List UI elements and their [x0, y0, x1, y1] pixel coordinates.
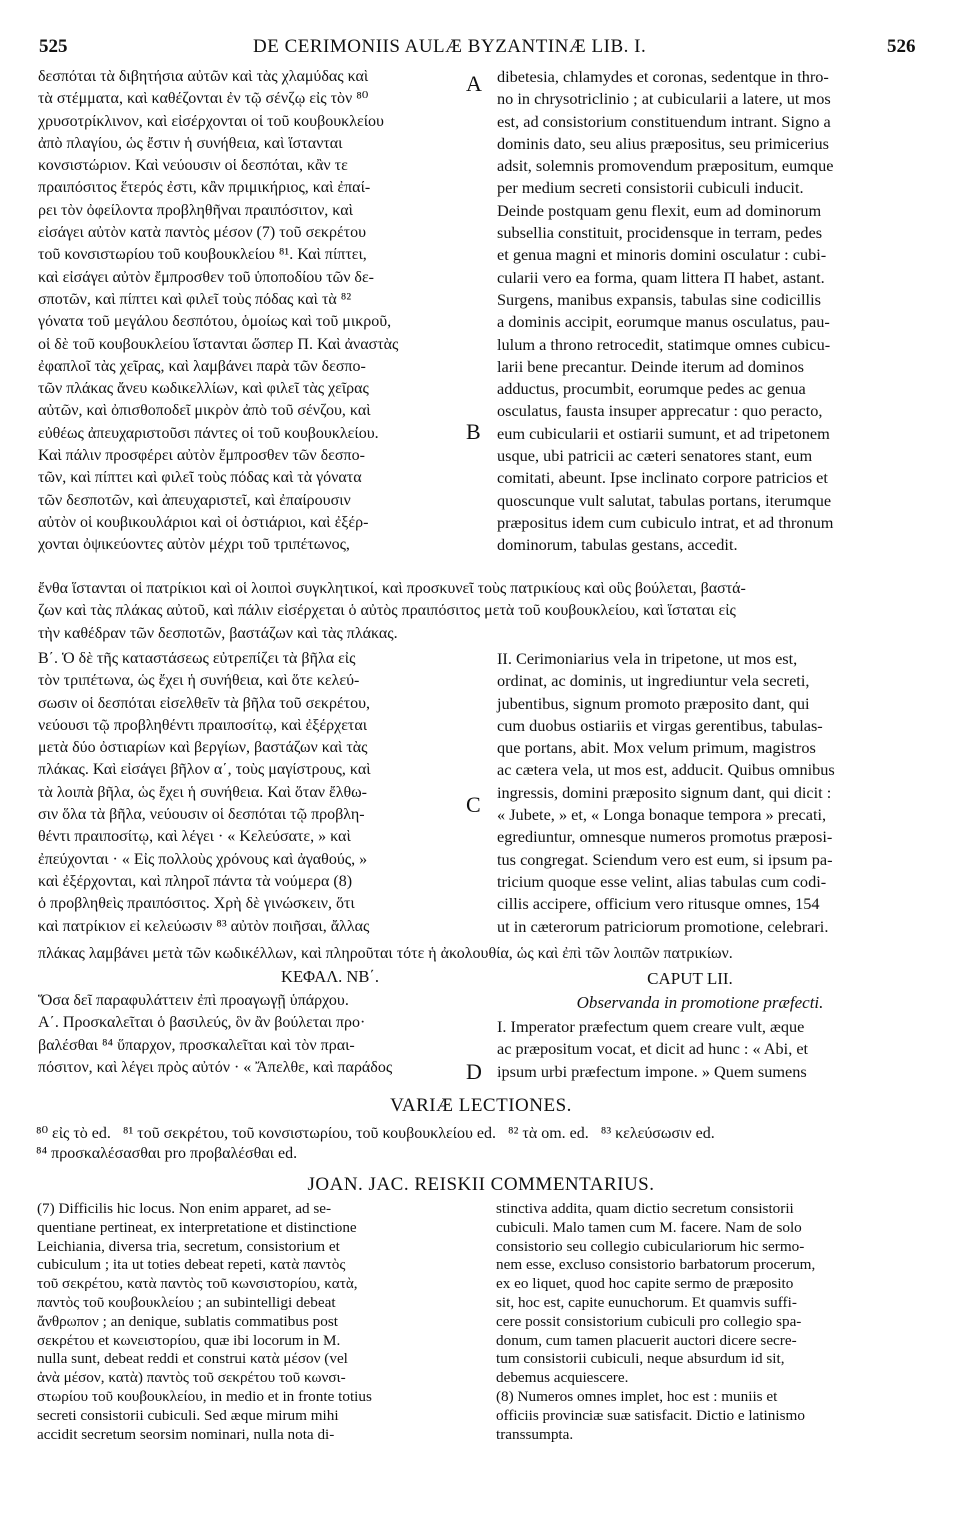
- text-line: usque, ubi patricii ac cæteri senatores stant, eum: [497, 446, 813, 466]
- text-line: πόσιτον, καὶ λέγει πρὸς αὐτόν · « Ἄπελθε, καὶ παράδος: [38, 1058, 393, 1076]
- commentary-right-column: [496, 1200, 815, 1444]
- text-line: σιν ὅλα τὰ βῆλα, νεύουσιν οἱ δεσπόται τῷ προβλη-: [38, 806, 365, 824]
- text-line: cillis accipere, officium vero ritusque omnes, 154: [497, 894, 820, 914]
- text-line: τὴν καθέδραν τῶν δεσποτῶν, βαστάζων καὶ τὰς πλάκας.: [38, 624, 398, 642]
- text-line: ἔνθα ἵστανται οἱ πατρίκιοι καὶ οἱ λοιποὶ συγκλητικοί, καὶ προσκυνεῖ τοὺς πατρικίους καὶ οὓς βούλεται, βαστά-: [38, 580, 746, 597]
- text-line: tricium quoque esse velint, alias tabulas cum codi-: [497, 871, 827, 891]
- text-line: ingressis, domini præposito signum dant, qui dicit :: [497, 782, 832, 802]
- text-line: a dominis accipit, eorumque manus osculatus, pau-: [497, 312, 830, 332]
- text-line: ac cætera vela, ut mos est, adducit. Quibus omnibus: [497, 760, 835, 780]
- text-line: (8) Numeros omnes implet, hoc est : muniis et: [496, 1387, 778, 1405]
- text-line: ἀπὸ πλαγίου, ὡς ἔστιν ἡ συνήθεια, καὶ ἵστανται: [38, 134, 343, 152]
- text-line: adsit, solemnis promovendum præpositum, eumque: [497, 156, 834, 176]
- text-line: sit, hoc est, capite eunuchorum. Et quamvis suffi-: [496, 1293, 797, 1311]
- text-line: dominorum, tabulas gestans, accedit.: [497, 535, 738, 555]
- text-line: νεύουσι τῷ προβληθέντι πραιποσίτῳ, καὶ ἐξέρχεται: [38, 716, 368, 734]
- text-line: per medium secreti consistorii cubiculi inducit.: [497, 178, 804, 198]
- text-line: Ὅσα δεῖ παραφυλάττειν ἐπὶ προαγωγῇ ὑπάρχου.: [38, 992, 349, 1009]
- text-line: τοῦ σεκρέτου, κατὰ παντὸς τοῦ κωνσιστορίου, κατὰ,: [37, 1275, 358, 1293]
- text-line: egrediuntur, omnesque numeros promotus præposi-: [497, 827, 833, 847]
- text-line: nem esse, excluso consistorio barbatorum procerum,: [496, 1256, 816, 1274]
- text-line: εὐθέως ἀπευχαριστοῦσι πάντες οἱ τοῦ κουβουκλείου.: [38, 424, 379, 442]
- text-line: ordinat, ac dominis, ut ingrediuntur vela secreti,: [497, 671, 810, 691]
- text-line: ut in cæterorum patriciorum promotione, celebrari.: [497, 916, 829, 936]
- latin-column-block-3: [497, 1016, 808, 1083]
- text-line: χρυσοτρίκλινον, καὶ εἰσέρχονται οἱ τοῦ κουβουκλείου: [38, 112, 384, 130]
- text-line: quoscunque vult salutat, tabulas portans, iterumque: [497, 490, 832, 510]
- text-line: est, ad consistorium constituendum intrant. Signo a: [497, 111, 831, 131]
- text-line: transsumpta.: [496, 1425, 574, 1443]
- text-line: accidit secretum seorsim nominari, nulla nota di-: [37, 1425, 335, 1443]
- text-line: dominis dato, seu alius præpositus, seu primicerius: [497, 133, 829, 153]
- text-line: donum, cum tamen placuerit auctori dicere secre-: [496, 1331, 797, 1349]
- text-line: στωρίου τοῦ κουβουκλείου, in medio et in fronte totius: [37, 1387, 372, 1405]
- text-line: debemus acquiescere.: [496, 1369, 629, 1387]
- commentary-heading: JOAN. JAC. REISKII COMMENTARIUS.: [307, 1174, 655, 1195]
- text-line: χονται ὀψικεύοντες αὐτὸν μέχρι τοῦ τριπέτωνος,: [38, 536, 350, 554]
- text-line: « Jubete, » et, « Longa bonaque tempora » precati,: [497, 805, 827, 825]
- text-line: secreti consistorii cubiculi. Sed æque mirum mihi: [37, 1406, 339, 1424]
- margin-letter-d: D: [466, 1059, 482, 1084]
- text-line: cubiculum ; ita ut toties debeat repeti, κατὰ παντὸς: [37, 1256, 346, 1274]
- text-line: ἐπεύχονται · « Εἰς πολλοὺς χρόνους καὶ ἀγαθούς, »: [38, 850, 368, 868]
- text-line: eum cubicularii et ostiarii sumunt, et ad tripetonem: [497, 423, 830, 443]
- text-line: Deinde postquam genu flexit, eum ad dominorum: [497, 200, 822, 220]
- text-line: cularii vero ea forma, quam littera Π habet, astant.: [497, 267, 825, 287]
- text-line: officiis provinciæ suæ satisfacit. Dictio e latinismo: [496, 1406, 805, 1424]
- text-line: παντὸς τοῦ κουβουκλείου ; an subintelligi debeat: [37, 1293, 336, 1311]
- text-line: comitati, abeunt. Ipse inclinato corpore patricios et: [497, 468, 828, 488]
- text-line: (7) Difficilis hic locus. Non enim apparet, ad se-: [37, 1200, 332, 1217]
- text-line: II. Cerimoniarius vela in tripetone, ut mos est,: [497, 649, 798, 668]
- text-line: τοῦ κονσιστωρίου τοῦ κουβουκλείου ⁸¹. Καὶ πίπτει,: [38, 246, 367, 264]
- text-line: δεσπόται τὰ διβητήσια αὐτῶν καὶ τὰς χλαμύδας καὶ: [38, 68, 369, 85]
- text-line: ⁸⁴ προσκαλέσασθαι pro προβαλέσθαι ed.: [36, 1145, 298, 1162]
- text-line: εἰσάγει αὐτὸν κατὰ παντὸς μέσον (7) τοῦ σεκρέτου: [38, 224, 367, 242]
- text-line: tum consistorii cubiculi, neque absurdum id sit,: [496, 1350, 785, 1368]
- text-line: Surgens, manibus expansis, tabulas sine codicillis: [497, 289, 821, 309]
- text-line: Καὶ πάλιν προσφέρει αὐτὸν ἔμπροσθεν τῶν δεσπο-: [38, 447, 365, 465]
- text-line: cum duobus ostiariis et virgas gerentibus, tabulas-: [497, 715, 823, 735]
- running-title: DE CERIMONIIS AULÆ BYZANTINÆ LIB. I.: [253, 36, 647, 57]
- margin-letter-b: B: [466, 419, 481, 444]
- text-line: ac præpositum vocat, et dicit ad hunc : « Abi, et: [497, 1039, 809, 1059]
- text-line: ἐφαπλοῖ τὰς χεῖρας, καὶ λαμβάνει παρὰ τῶν δεσπο-: [38, 357, 366, 375]
- text-line: θέντι πραιποσίτῳ, καὶ λέγει · « Κελεύσατε, » καὶ: [38, 828, 351, 846]
- text-line: et genua magni et minoris domini osculatur : cubi-: [497, 245, 827, 265]
- margin-letter-c: C: [466, 792, 481, 817]
- text-line: Α΄. Προσκαλεῖται ὁ βασιλεύς, ὃν ἂν βούλεται προ·: [38, 1014, 366, 1032]
- full-width-greek-line: πλάκας λαμβάνει μετὰ τῶν κωδικέλλων, καὶ πληροῦται τότε ἡ ἀκολουθία, ὡς καὶ ἐπὶ τῶν λοιπῶν πατρικίων.: [38, 945, 733, 962]
- text-line: dibetesia, chlamydes et coronas, sedentque in thro-: [497, 67, 829, 86]
- text-line: τὸν τριπέτωνα, ὡς ἔχει ἡ συνήθεια, καὶ ὅτε κελεύ-: [38, 672, 360, 690]
- text-line: πραιπόσιτος ἕτερός ἐστι, κἂν πριμικήριος, καὶ ἐπαί-: [38, 179, 371, 197]
- text-line: lulum a throno retrocedit, statimque omnes cubicu-: [497, 334, 831, 354]
- variae-lectiones-heading: VARIÆ LECTIONES.: [390, 1095, 572, 1116]
- text-line: ἄνθρωπον ; an denique, sublatis commatibus post: [37, 1312, 338, 1330]
- greek-column-block-3: [38, 990, 392, 1079]
- text-line: τὰ λοιπὰ βῆλα, ὡς ἔχει ἡ συνήθεια. Καὶ ὅταν ἔλθω-: [38, 783, 367, 801]
- margin-letter-a: A: [466, 71, 482, 96]
- text-line: γόνατα τοῦ μεγάλου δεσπότου, ὁμοίως καὶ τοῦ μικροῦ,: [38, 313, 392, 331]
- text-line: osculatus, fausta insuper apprecatur : quo peracto,: [497, 401, 823, 421]
- text-line: καὶ εἰσάγει αὐτὸν ἔμπροσθεν τοῦ ὑποποδίου τῶν δε-: [38, 268, 375, 286]
- text-line: αὐτὸν οἱ κουβικουλάριοι καὶ οἱ ὀστιάριοι, καὶ ἐξέρ-: [38, 513, 369, 531]
- latin-column-block-2: [497, 648, 835, 938]
- text-line: ipsum urbi præfectum impone. » Quem sumens: [497, 1061, 807, 1081]
- text-line: τῶν, καὶ πίπτει καὶ φιλεῖ τοὺς πόδας καὶ τὰ γόνατα: [38, 469, 362, 487]
- text-line: nulla sunt, debeat reddi et construi κατὰ μέσον (vel: [37, 1350, 348, 1368]
- chapter-subtitle-latin: Observanda in promotione præfecti.: [576, 993, 824, 1012]
- text-line: οἱ δὲ τοῦ κουβουκλείου ἵστανται ὥσπερ Π. Καὶ ἀναστὰς: [38, 335, 399, 353]
- text-line: I. Imperator præfectum quem creare vult, æque: [497, 1017, 805, 1036]
- text-line: consistorio seu collegio cubiculariorum hic sermo-: [496, 1237, 805, 1255]
- chapter-heading-latin: CAPUT LII.: [647, 969, 733, 988]
- text-line: adductus, procumbit, eorumque pedes ac genua: [497, 379, 806, 399]
- text-line: σεκρέτου et κωνειστορίου, quæ ibi locorum in M.: [37, 1331, 341, 1349]
- text-line: καὶ πατρίκιον εἰ κελεύωσιν ⁸³ αὐτὸν ποιῆσαι, ἄλλας: [38, 917, 370, 935]
- text-line: σποτῶν, καὶ πίπτει καὶ φιλεῖ τοὺς πόδας καὶ τὰ ⁸²: [38, 290, 352, 308]
- full-width-greek-passage: [38, 578, 746, 645]
- text-line: Leichiania, diversa tria, secretum, consistorium et: [37, 1237, 340, 1255]
- latin-column-block-1: [497, 66, 833, 557]
- text-line: ὁ προβληθεὶς πραιπόσιτος. Χρὴ δὲ γινώσκειν, ὅτι: [38, 895, 355, 913]
- text-line: πλάκας. Καὶ εἰσάγει βῆλον α΄, τοὺς μαγίστρους, καὶ: [38, 761, 371, 779]
- text-line: κονσιστώριον. Καὶ νεύουσιν οἱ δεσπόται, κἂν τε: [38, 157, 348, 175]
- text-line: stinctiva addita, quam dictio secretum consistorii: [496, 1200, 794, 1217]
- text-line: que portans, abit. Mox velum primum, magistros: [497, 738, 816, 758]
- text-line: tus congregat. Sciendum vero est eum, si ipsum pa-: [497, 849, 833, 869]
- text-line: ⁸⁰ εἰς τὸ ed. ⁸¹ τοῦ σεκρέτου, τοῦ κονσιστωρίου, τοῦ κουβουκλείου ed. ⁸² τὰ om. ed. ⁸³ κελεύσωσιν ed.: [36, 1125, 715, 1142]
- text-line: μετὰ δύο ὀστιαρίων καὶ βεργίων, βαστάζων καὶ τὰς: [38, 739, 368, 757]
- variae-lectiones-notes: [36, 1124, 715, 1164]
- text-line: larii bene precantur. Deinde iterum ad dominos: [497, 356, 804, 376]
- text-line: Β΄. Ὁ δὲ τῆς καταστάσεως εὐτρεπίζει τὰ βῆλα εἰς: [38, 650, 356, 667]
- left-page-number: 525: [39, 36, 68, 57]
- text-line: quentiane pertineat, ex interpretatione et distinctione: [37, 1218, 357, 1236]
- text-line: ρει τὸν ὀφείλοντα προβληθῆναι πραιπόσιτον, καὶ: [38, 201, 353, 219]
- text-line: τῶν πλάκας ἄνευ κωδικελλίων, καὶ φιλεῖ τὰς χεῖρας: [38, 380, 369, 398]
- text-line: no in chrysotriclinio ; at cubicularii a latere, ut mos: [497, 89, 831, 109]
- text-line: ἀνὰ μέσον, κατὰ) παντὸς τοῦ σεκρέτου τοῦ κωνσι-: [37, 1369, 346, 1387]
- commentary-left-column: [37, 1200, 372, 1444]
- text-line: cubiculi. Malo tamen cum M. facere. Nam de solo: [496, 1218, 802, 1236]
- text-line: αὐτῶν, καὶ ὀπισθοποδεῖ μικρὸν ἀπὸ τοῦ σένζου, καὶ: [38, 402, 371, 420]
- text-line: καὶ ἐξέρχονται, καὶ πληροῖ πάντα τὰ νούμερα (8): [38, 872, 353, 890]
- text-line: ex eo liquet, quod hoc capite sermo de præposito: [496, 1275, 794, 1293]
- right-page-number: 526: [887, 36, 916, 57]
- text-line: subsellia constituit, procidensque in terram, pedes: [497, 223, 823, 243]
- chapter-heading-greek: ΚΕΦΑΛ. ΝΒ΄.: [281, 967, 379, 986]
- text-line: ζων καὶ τὰς πλάκας αὐτοῦ, καὶ πάλιν εἰσέρχεται ὁ αὐτὸς πραιπόσιτος μετὰ τοῦ κουβουκλείου, καὶ ἵσταται εἰς: [38, 602, 736, 620]
- text-line: præpositus idem cum cubiculo intrat, et ad thronum: [497, 512, 834, 532]
- text-line: βαλέσθαι ⁸⁴ ὕπαρχον, προσκαλεῖται καὶ τὸν πραι-: [38, 1036, 355, 1054]
- text-line: jubentibus, signum promoto præposito dant, qui: [497, 693, 810, 713]
- greek-column-block-1: [38, 66, 398, 557]
- text-line: cere possit consistorium cubiculi pro collegio spa-: [496, 1312, 802, 1330]
- text-line: τὰ στέμματα, καὶ καθέζονται ἐν τῷ σένζῳ εἰς τὸν ⁸⁰: [38, 90, 369, 108]
- greek-column-block-2: [38, 648, 371, 938]
- text-line: τῶν δεσποτῶν, καὶ ἀπευχαριστεῖ, καὶ ἐπαίρουσιν: [38, 491, 351, 509]
- text-line: σωσιν οἱ δεσπόται εἰσελθεῖν τὰ βῆλα τοῦ σεκρέτου,: [38, 694, 371, 712]
